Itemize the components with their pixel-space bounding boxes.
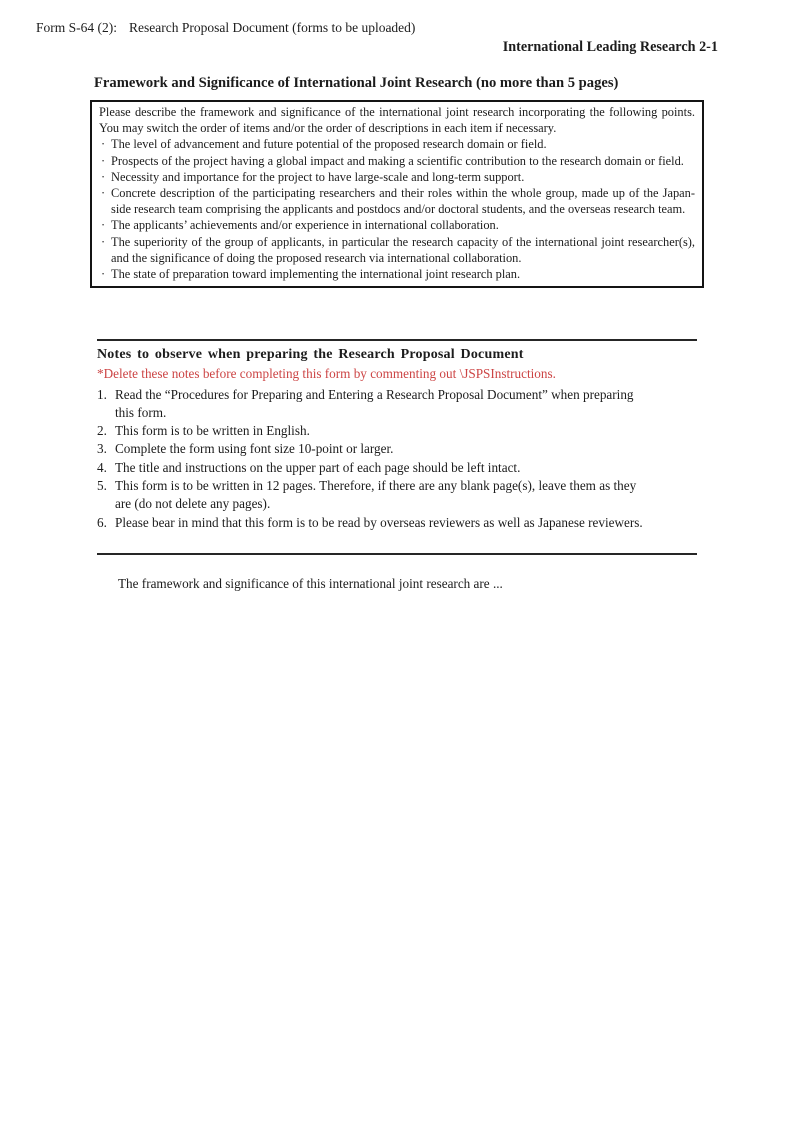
bullet-icon: ·	[101, 137, 106, 152]
note-item	[97, 459, 645, 477]
instruction-item-text: Prospects of the project having a global impact and making a scientific contribution to the research domain or field.	[111, 153, 684, 168]
note-text: This form is to be written in English.	[115, 423, 310, 439]
instruction-item-text: The state of preparation toward implementing the international joint research plan.	[111, 267, 521, 282]
bullet-icon: ·	[101, 153, 106, 168]
instruction-item	[99, 217, 695, 233]
bullet-icon: ·	[101, 218, 106, 233]
form-title: Research Proposal Document (forms to be uploaded)	[129, 20, 416, 35]
note-number: 2.	[97, 423, 107, 439]
note-item	[97, 422, 645, 440]
form-label: Form S-64 (2):	[36, 20, 117, 35]
notes-divider-top	[97, 339, 697, 341]
instruction-item-text: The applicants’ achievements and/or experience in international collaboration.	[111, 218, 499, 233]
note-text: The title and instructions on the upper part of each page should be left intact.	[115, 459, 521, 475]
instruction-item	[99, 266, 695, 282]
bullet-icon: ·	[101, 267, 106, 282]
note-item	[97, 477, 645, 514]
section-heading: Framework and Significance of International Joint Research (no more than 5 pages)	[94, 75, 619, 91]
instruction-item-text: Necessity and importance for the project to have large-scale and long-term support.	[111, 169, 525, 184]
instruction-item	[99, 169, 695, 185]
note-item	[97, 386, 645, 423]
program-label: International Leading Research 2-1	[502, 39, 718, 55]
bullet-icon: ·	[101, 234, 106, 249]
delete-warning: *Delete these notes before completing this form by commenting out \JSPSInstructions.	[97, 366, 556, 382]
bullet-icon: ·	[101, 169, 106, 184]
note-item	[97, 440, 645, 458]
instruction-item-text: Concrete description of the participating researchers and their roles within the whole group, made up of the Japan-side research team comprising the applicants and postdocs and/or doctoral students, and the overseas research team.	[111, 186, 695, 217]
instruction-box	[90, 100, 704, 288]
instruction-item	[99, 136, 695, 152]
note-number: 4.	[97, 459, 107, 475]
note-text: Please bear in mind that this form is to be read by overseas reviewers as well as Japanese reviewers.	[115, 514, 643, 530]
instruction-item-text: The level of advancement and future potential of the proposed research domain or field.	[111, 137, 547, 152]
note-item	[97, 514, 645, 532]
bullet-icon: ·	[101, 186, 106, 201]
note-number: 1.	[97, 386, 107, 402]
body-paragraph: The framework and significance of this international joint research are ...	[118, 576, 503, 591]
instruction-item-text: The superiority of the group of applicants, in particular the research capacity of the international joint researcher(s), and the significance of doing the proposed research via international collaboration.	[111, 234, 695, 265]
notes-heading: Notes to observe when preparing the Research Proposal Document	[97, 347, 524, 362]
note-text: Complete the form using font size 10-point or larger.	[115, 441, 394, 457]
note-text: Read the “Procedures for Preparing and Entering a Research Proposal Document” when preparing this form.	[115, 386, 634, 420]
note-text: This form is to be written in 12 pages. Therefore, if there are any blank page(s), leave them as they are (do not delete any pages).	[115, 478, 637, 512]
note-number: 6.	[97, 514, 107, 530]
instruction-item	[99, 234, 695, 266]
notes-list	[97, 386, 645, 532]
form-id-line	[36, 20, 415, 36]
instruction-item	[99, 185, 695, 217]
notes-section	[97, 346, 645, 532]
note-number: 5.	[97, 478, 107, 494]
instruction-intro: Please describe the framework and significance of the international joint research incorporating the following points. You may switch the order of items and/or the order of descriptions in each item if necessary.	[99, 105, 695, 136]
instruction-item	[99, 153, 695, 169]
notes-divider-bottom	[97, 553, 697, 555]
note-number: 3.	[97, 441, 107, 457]
